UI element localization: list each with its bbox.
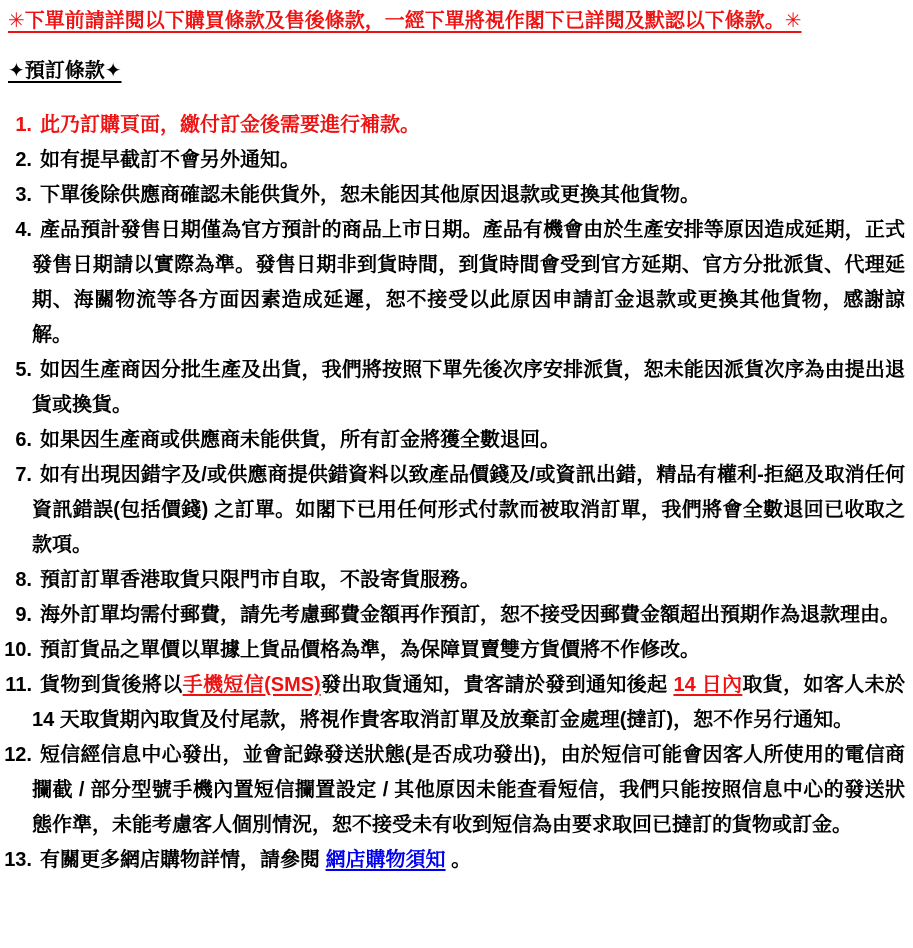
highlight-red-underline: 14 日內	[673, 674, 743, 696]
term-item	[5, 668, 906, 738]
term-item	[4, 843, 905, 878]
term-item	[4, 633, 905, 668]
term-number: 2.	[15, 149, 32, 171]
highlight-red-underline: 手機短信(SMS)	[182, 674, 321, 696]
term-text: 如有出現因錯字及/或供應商提供錯資料以致產品價錢及/或資訊出錯，精品有權利-拒絕及取消任何資訊錯誤(包括價錢) 之訂單。如閣下已用任何形式付款而被取消訂單，我們將會全數退回已收取之款項。	[32, 464, 905, 556]
term-item	[8, 143, 905, 178]
term-item	[8, 598, 905, 633]
term-item	[8, 423, 905, 458]
term-text: 貨物到貨後將以	[40, 674, 183, 696]
notice-banner-text: ✳︎下單前請詳閱以下購買條款及售後條款，一經下單將視作閣下已詳閱及默認以下條款。✳︎	[8, 10, 802, 32]
term-text: 如因生產商因分批生產及出貨，我們將按照下單先後次序安排派貨，恕未能因派貨次序為由提出退貨或換貨。	[32, 359, 905, 416]
term-item	[4, 738, 905, 843]
section-title-preorder-terms	[8, 56, 905, 86]
term-number: 9.	[15, 604, 32, 626]
terms-list	[4, 108, 906, 878]
term-text: 下單後除供應商確認未能供貨外，恕未能因其他原因退款或更換其他貨物。	[40, 184, 700, 206]
term-text: 如有提早截訂不會另外通知。	[40, 149, 300, 171]
term-item	[8, 353, 905, 423]
store-shopping-notice-link[interactable]: 網店購物須知	[325, 849, 446, 871]
term-number: 3.	[15, 184, 32, 206]
term-number: 10.	[4, 639, 32, 661]
term-text: 。	[445, 849, 472, 871]
term-number: 13.	[4, 849, 32, 871]
term-item	[8, 458, 905, 563]
term-text: 如果因生產商或供應商未能供貨，所有訂金將獲全數退回。	[40, 429, 560, 451]
term-text: 產品預計發售日期僅為官方預計的商品上市日期。產品有機會由於生產安排等原因造成延期，正式發售日期請以實際為準。發售日期非到貨時間，到貨時間會受到官方延期、官方分批派貨、代理延期、海關物流等各方面因素造成延遲，恕不接受以此原因申請訂金退款或更換其他貨物，感謝諒解。	[32, 219, 905, 346]
term-item	[8, 213, 905, 353]
term-text: 發出取貨通知，貴客請於發到通知後起	[320, 674, 674, 696]
term-number: 4.	[15, 219, 32, 241]
term-text: 預訂訂單香港取貨只限門市自取，不設寄貨服務。	[40, 569, 480, 591]
term-number: 8.	[15, 569, 32, 591]
notice-banner	[8, 6, 905, 36]
term-item	[8, 563, 905, 598]
term-item	[8, 108, 905, 143]
term-text: 預訂貨品之單價以單據上貨品價格為準，為保障買賣雙方貨價將不作修改。	[40, 639, 700, 661]
term-text: 海外訂單均需付郵費，請先考慮郵費金額再作預訂，恕不接受因郵費金額超出預期作為退款理由。	[40, 604, 900, 626]
term-number: 11.	[5, 674, 32, 696]
term-text: 此乃訂購頁面，繳付訂金後需要進行補款。	[40, 114, 420, 136]
term-text: 有關更多網店購物詳情，請參閱	[40, 849, 326, 871]
term-text: 取貨，如客人未於 14 天取貨期內取貨及付尾款，將視作貴客取消訂單及放棄訂金處理(撻訂)，恕不作另行通知。	[32, 674, 906, 731]
term-item	[8, 178, 905, 213]
term-number: 7.	[15, 464, 32, 486]
section-title-text: ✦預訂條款✦	[8, 60, 122, 82]
term-number: 12.	[4, 744, 32, 766]
term-text: 短信經信息中心發出，並會記錄發送狀態(是否成功發出)，由於短信可能會因客人所使用的電信商攔截 / 部分型號手機內置短信攔置設定 / 其他原因未能查看短信，我們只能按照信息中心的發送狀態作準，未能考慮客人個別情況，恕不接受未有收到短信為由要求取回已撻訂的貨物或訂金。	[32, 744, 905, 836]
term-number: 6.	[15, 429, 32, 451]
term-number: 1.	[15, 114, 32, 136]
term-number: 5.	[15, 359, 32, 381]
